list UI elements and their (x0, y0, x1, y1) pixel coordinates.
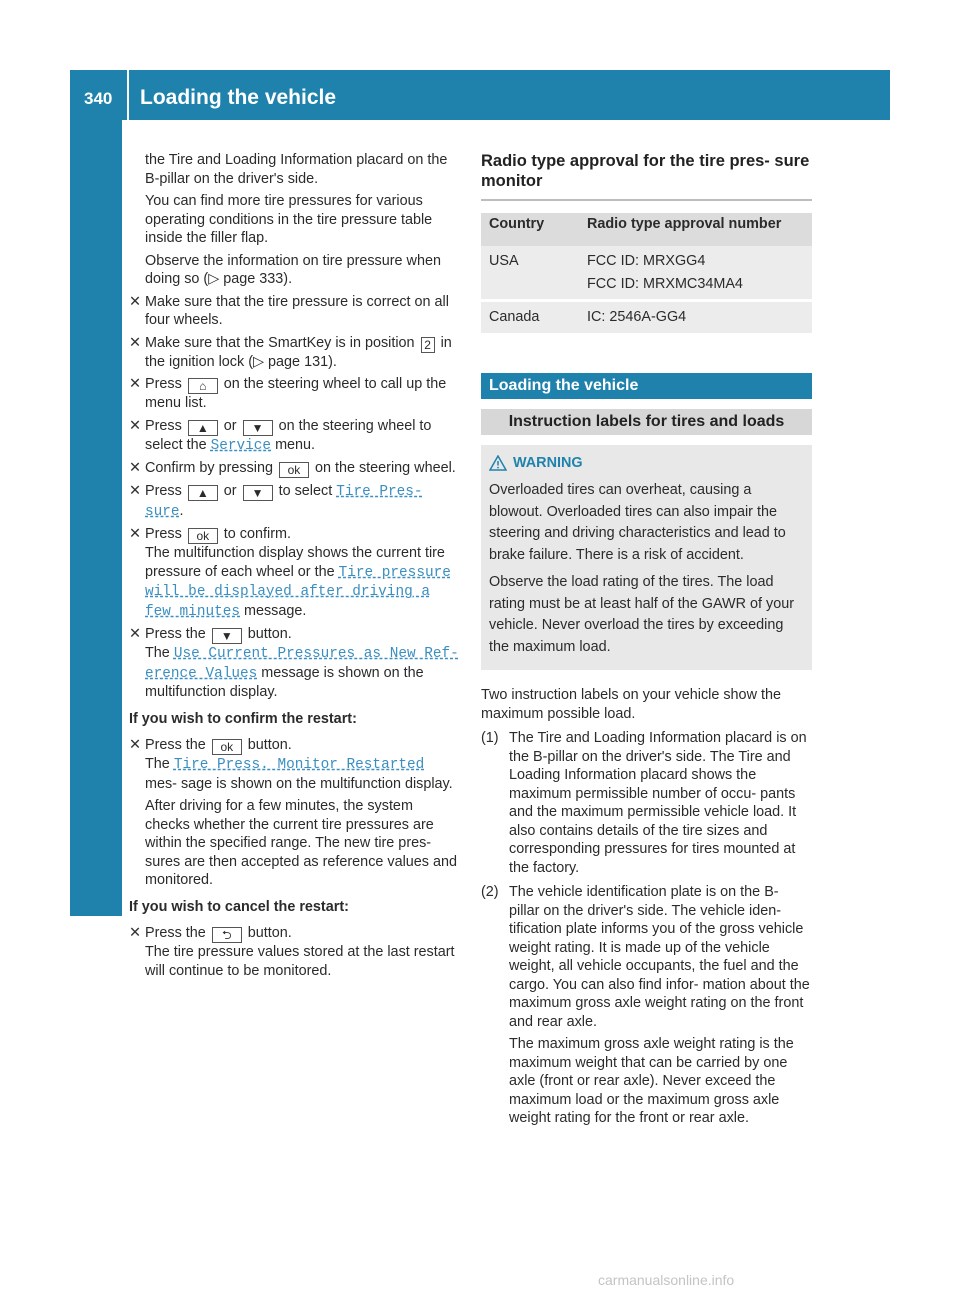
table-header: Country (481, 213, 579, 246)
home-button-icon: ⌂ (188, 378, 218, 394)
text-para: The maximum gross axle weight rating is the maximum weight that can be carried by one axle (front or rear axle). Never exceed the maximum load or the maximum gross axle weight rating for the front or rear axle. (509, 1036, 794, 1126)
subheading: If you wish to cancel the restart: (129, 898, 349, 915)
step: ✕ Press the ⮌ button. The tire pressure values stored at the last restart will continue to be monitored. (129, 925, 455, 979)
step: ✕ Press ok to confirm. The multifunction display shows the current tire pressure of each wheel or the Tire pressure will be displayed after driving a few minutes message. (129, 526, 451, 620)
right-column (481, 151, 812, 1132)
watermark: carmanualsonline.info (598, 1272, 735, 1288)
step-marker-icon: ✕ (129, 925, 142, 941)
step-marker-icon: ✕ (129, 460, 142, 476)
chapter-label: Wheels and tires (86, 687, 111, 862)
table-header: Radio type approval number (579, 213, 812, 246)
list-item: (1) The Tire and Loading Information placard is on the B-pillar on the driver's side. The Tire and Loading Information placard shows the maximum permissible number of occu‐ pants and the maximum permissible vehicle load. It also contains details of the tire sizes and corresponding pressures for tires mounted at the factory. (481, 730, 807, 876)
step-marker-icon: ✕ (129, 334, 142, 351)
text-para: the Tire and Loading Information placard on the B-pillar on the driver's side. (145, 152, 448, 187)
warning-heading: WARNING (489, 453, 804, 475)
text-para: Observe the information on tire pressure when doing so (▷ page 333). (145, 252, 441, 287)
down-button-icon: ▼ (212, 628, 242, 644)
step-marker-icon: ✕ (129, 293, 142, 310)
text-para: You can find more tire pressures for various operating conditions in the tire pressure table inside the filler flap. (145, 193, 433, 246)
step: ✕ Press the ▼ button. The Use Current Pressures as New Ref‐ erence Values message is shown on the multifunction display. (129, 626, 459, 700)
down-button-icon: ▼ (243, 485, 273, 501)
table-cell: IC: 2546A-GG4 (579, 301, 812, 333)
radio-approval-table (481, 213, 812, 333)
step-marker-icon: ✕ (129, 417, 142, 434)
step-marker-icon: ✕ (129, 737, 142, 753)
warning-text: Observe the load rating of the tires. The load rating must be at least half of the GAWR of your vehicle. Never overload the tires by exceeding the maximum load. (489, 574, 795, 655)
step: ✕ Press ▲ or ▼ on the steering wheel to select the Service menu. (129, 417, 432, 454)
warning-text: Overloaded tires can overheat, causing a blowout. Overloaded tires can also impair the steering and driving characteristics and lead to brake failure. There is a risk of accident. (489, 482, 786, 563)
page-title: Loading the vehicle (140, 86, 337, 109)
step-marker-icon: ✕ (129, 526, 142, 542)
step-marker-icon: ✕ (129, 626, 142, 642)
warning-triangle-icon (489, 455, 507, 471)
page-number: 340 (84, 89, 113, 108)
up-button-icon: ▲ (188, 420, 218, 436)
left-column (129, 151, 460, 984)
step-marker-icon: ✕ (129, 376, 142, 392)
radio-approval-heading: Radio type approval for the tire pres‐ sure monitor (481, 151, 812, 201)
step: ✕ Press ▲ or ▼ to select Tire Pres‐ sure. (129, 483, 423, 520)
subheading: If you wish to confirm the restart: (129, 710, 357, 727)
key-position-icon: 2 (421, 337, 435, 353)
text-para: After driving for a few minutes, the system checks whether the current tire pressures are within the specified range. The new tire pres‐ sures are then accepted as reference values and monitored. (145, 798, 457, 888)
ok-button-icon: ok (212, 739, 242, 755)
step-marker-icon: ✕ (129, 483, 142, 499)
table-row (481, 246, 812, 301)
page-header (70, 70, 890, 120)
down-button-icon: ▼ (243, 420, 273, 436)
back-button-icon: ⮌ (212, 927, 242, 943)
subsection-title: Instruction labels for tires and loads (481, 409, 812, 435)
step: ✕ Make sure that the tire pressure is correct on all four wheels. (129, 293, 449, 328)
step: ✕ Press ⌂ on the steering wheel to call up the menu list. (129, 376, 447, 411)
text-para: Two instruction labels on your vehicle show the maximum possible load. (481, 687, 781, 722)
table-row (481, 301, 812, 333)
section-title: Loading the vehicle (481, 373, 812, 399)
table-cell: Canada (481, 301, 579, 333)
list-item: (2) The vehicle identification plate is on the B- pillar on the driver's side. The vehicle iden‐ tification plate informs you of the gross vehicle weight rating. It is made up of the vehicle weight, all vehicle occupants, the fuel and the cargo. You can also find infor‐ mation about the maximum gross axle weight rating on the front and rear axle. (481, 884, 810, 1030)
header-separator (127, 70, 129, 120)
step: ✕ Confirm by pressing ok on the steering wheel. (129, 460, 456, 477)
table-cell: FCC ID: MRXGG4 FCC ID: MRXMC34MA4 (579, 246, 812, 301)
table-cell: USA (481, 246, 579, 301)
warning-box (481, 445, 812, 671)
step: ✕ Press the ok button. The Tire Press. Monitor Restarted mes‐ sage is shown on the multifunction display. (129, 737, 453, 792)
up-button-icon: ▲ (188, 485, 218, 501)
ok-button-icon: ok (188, 528, 218, 544)
step: ✕ Make sure that the SmartKey is in position 2 in the ignition lock (▷ page 131). (129, 334, 452, 370)
ok-button-icon: ok (279, 462, 309, 478)
